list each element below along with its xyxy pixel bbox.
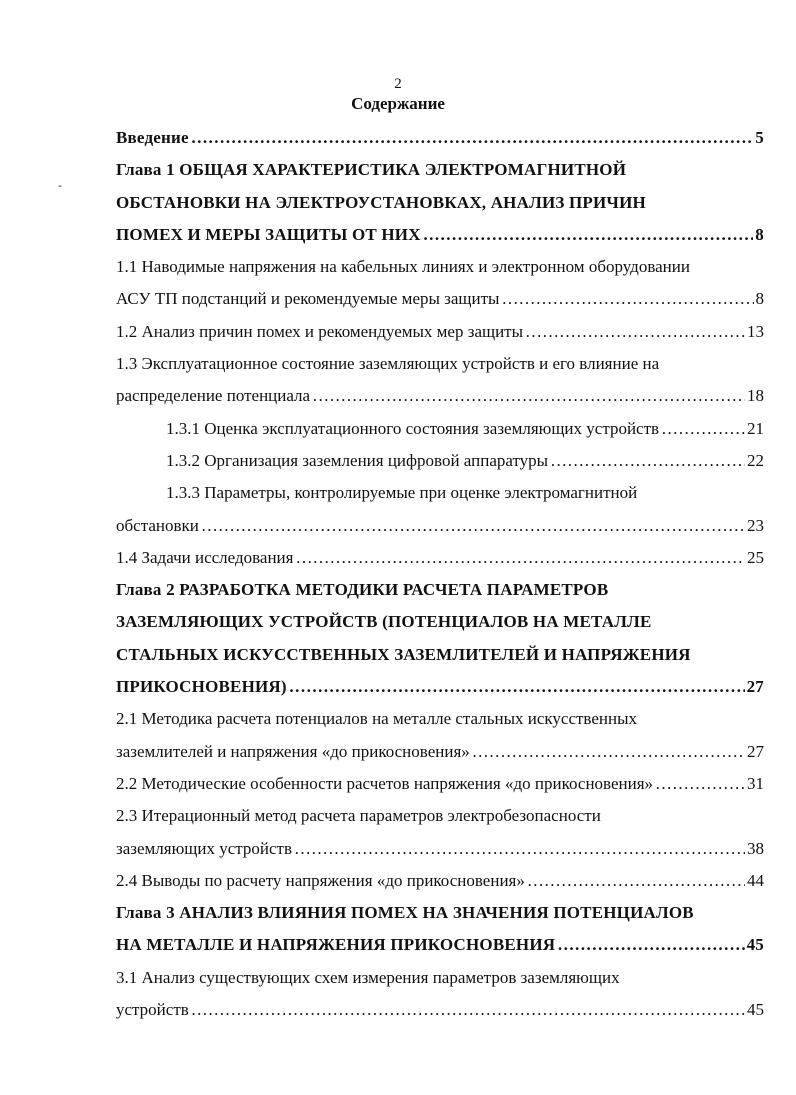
toc-entry xyxy=(116,865,764,897)
page-title: Содержание xyxy=(351,94,445,113)
toc-entry-text: 2.3 Итерационный метод расчета параметров электробезопасности xyxy=(116,806,601,826)
toc-entry-text: заземляющих устройств xyxy=(116,838,293,858)
toc-entry-page: 13 xyxy=(747,321,764,341)
toc-entry xyxy=(116,477,764,509)
dot-leader xyxy=(191,122,754,154)
toc-entry-text: АСУ ТП подстанций и рекомендуемые меры защиты xyxy=(116,289,500,309)
dot-leader xyxy=(289,671,745,703)
page-number: 2 xyxy=(394,76,402,92)
toc-entry-page: 5 xyxy=(755,128,764,147)
dot-leader xyxy=(655,768,745,800)
toc-entry xyxy=(116,154,764,186)
dot-leader xyxy=(550,445,745,477)
dot-leader xyxy=(661,413,745,445)
toc-entry xyxy=(116,542,764,574)
toc-entry xyxy=(116,994,764,1026)
toc-entry-page: 18 xyxy=(747,386,764,406)
toc-entry xyxy=(116,445,764,477)
dot-leader xyxy=(525,316,745,348)
toc-entry-page: 8 xyxy=(755,289,764,309)
dot-leader xyxy=(501,283,753,315)
dot-leader xyxy=(472,736,745,768)
toc-entry-text: 1.3.2 Организация заземления цифровой аппаратуры xyxy=(166,450,549,470)
toc-entry-text: устройств xyxy=(116,1000,189,1020)
toc-entry-page: 44 xyxy=(747,870,764,890)
toc-entry-text: 1.3.3 Параметры, контролируемые при оценке электромагнитной xyxy=(166,483,638,503)
toc-entry-text: СТАЛЬНЫХ ИСКУССТВЕННЫХ ЗАЗЕМЛИТЕЛЕЙ И НАПРЯЖЕНИЯ xyxy=(116,644,691,664)
dot-leader xyxy=(557,929,744,961)
toc-entry-page: 25 xyxy=(747,547,764,567)
toc-entry xyxy=(116,639,764,671)
toc-entry xyxy=(116,768,764,800)
toc-entry xyxy=(116,574,764,606)
toc-entry xyxy=(116,316,764,348)
toc-entry xyxy=(116,833,764,865)
toc-entry xyxy=(116,283,764,315)
toc-entry xyxy=(116,671,764,703)
toc-entry-page: 27 xyxy=(746,677,764,697)
toc-entry xyxy=(116,413,764,445)
toc-entry-text: 1.3 Эксплуатационное состояние заземляющих устройств и его влияние на xyxy=(116,354,660,374)
dot-leader xyxy=(295,542,745,574)
toc-entry xyxy=(116,897,764,929)
dot-leader xyxy=(423,219,754,251)
toc-entry-text: распределение потенциала xyxy=(116,386,311,406)
toc-entry xyxy=(116,703,764,735)
toc-entry-page: 45 xyxy=(747,1000,764,1020)
toc-entry xyxy=(116,251,764,283)
toc-entry-page: 45 xyxy=(746,935,764,955)
toc-entry-text: 2.2 Методические особенности расчетов напряжения «до прикосновения» xyxy=(116,773,654,793)
toc-entry-text: Введение xyxy=(116,128,189,147)
toc-entry xyxy=(116,348,764,380)
toc-entry xyxy=(116,962,764,994)
toc-entry xyxy=(116,606,764,638)
toc-entry xyxy=(116,219,764,251)
toc-entry-text: 3.1 Анализ существующих схем измерения параметров заземляющих xyxy=(116,967,620,987)
toc-entry-text: заземлителей и напряжения «до прикосновения» xyxy=(116,741,470,761)
toc-entry-text: ПОМЕХ И МЕРЫ ЗАЩИТЫ ОТ НИХ xyxy=(116,224,421,244)
toc-entry xyxy=(116,380,764,412)
toc-entry xyxy=(116,736,764,768)
toc-entry-page: 23 xyxy=(747,515,764,535)
toc-entry-text: ОБСТАНОВКИ НА ЭЛЕКТРОУСТАНОВКАХ, АНАЛИЗ ПРИЧИН xyxy=(116,192,646,212)
toc-entry-text: Глава 1 ОБЩАЯ ХАРАКТЕРИСТИКА ЭЛЕКТРОМАГНИТНОЙ xyxy=(116,160,627,180)
toc-entry-text: 2.4 Выводы по расчету напряжения «до прикосновения» xyxy=(116,870,525,890)
scan-speck: - xyxy=(58,178,62,192)
toc-entry-text: ЗАЗЕМЛЯЮЩИХ УСТРОЙСТВ (ПОТЕНЦИАЛОВ НА МЕТАЛЛЕ xyxy=(116,612,652,632)
toc-entry-page: 31 xyxy=(747,773,764,793)
toc-entry-text: 1.3.1 Оценка эксплуатационного состояния заземляющих устройств xyxy=(166,418,660,438)
toc-entry-page: 8 xyxy=(755,224,764,244)
dot-leader xyxy=(312,380,745,412)
toc-entry-text: Глава 3 АНАЛИЗ ВЛИЯНИЯ ПОМЕХ НА ЗНАЧЕНИЯ ПОТЕНЦИАЛОВ xyxy=(116,903,694,923)
toc-entry xyxy=(116,122,764,154)
toc-entry-text: 2.1 Методика расчета потенциалов на металле стальных искусственных xyxy=(116,709,638,729)
toc-entry-text: 1.4 Задачи исследования xyxy=(116,547,294,567)
dot-leader xyxy=(294,833,745,865)
toc-entry-page: 22 xyxy=(747,450,764,470)
toc-entry xyxy=(116,800,764,832)
toc-entry xyxy=(116,510,764,542)
toc-entry-text: 1.1 Наводимые напряжения на кабельных линиях и электронном оборудовании xyxy=(116,257,690,277)
toc-entry-text: обстановки xyxy=(116,515,199,535)
dot-leader xyxy=(201,510,745,542)
toc-entry-text: 1.2 Анализ причин помех и рекомендуемых мер защиты xyxy=(116,321,524,341)
toc-entry xyxy=(116,929,764,961)
table-of-contents xyxy=(116,122,764,1026)
toc-entry-text: ПРИКОСНОВЕНИЯ) xyxy=(116,677,287,697)
toc-entry-page: 21 xyxy=(747,418,764,438)
toc-entry-text: Глава 2 РАЗРАБОТКА МЕТОДИКИ РАСЧЕТА ПАРАМЕТРОВ xyxy=(116,580,609,600)
toc-entry-text: НА МЕТАЛЛЕ И НАПРЯЖЕНИЯ ПРИКОСНОВЕНИЯ xyxy=(116,935,556,955)
toc-entry-page: 27 xyxy=(747,741,764,761)
toc-entry xyxy=(116,187,764,219)
toc-entry-page: 38 xyxy=(747,838,764,858)
dot-leader xyxy=(191,994,745,1026)
dot-leader xyxy=(527,865,745,897)
